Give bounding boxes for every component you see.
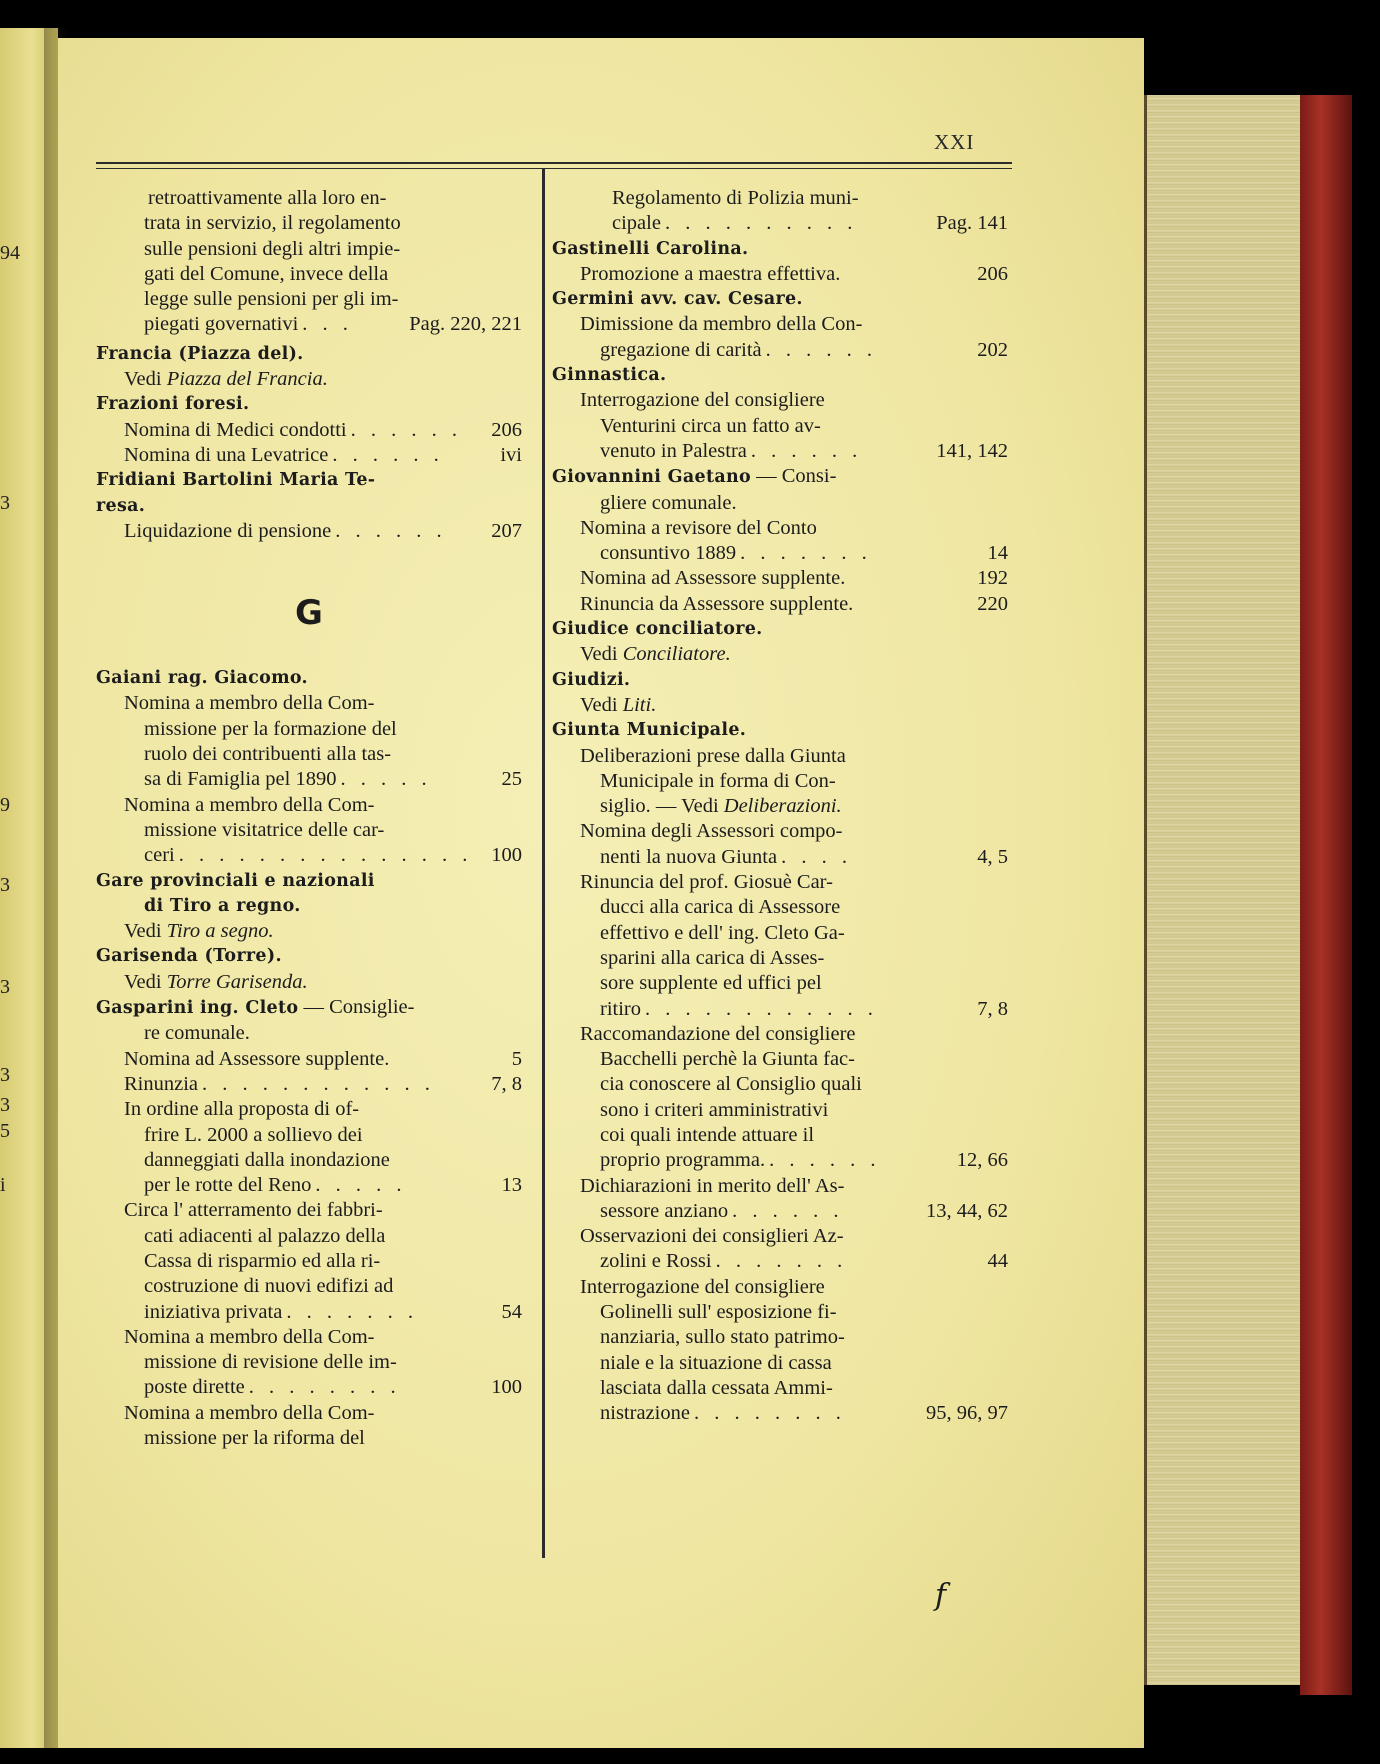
facing-page-stub: i <box>0 1174 6 1196</box>
entry-heading: Frazioni foresi. <box>96 394 250 415</box>
entry-heading: Gare provinciali e nazionali <box>96 870 375 891</box>
facing-page-stub: 94 <box>0 242 20 264</box>
entry-heading: Germini avv. cav. Cesare. <box>552 289 803 310</box>
page-ref: 206 <box>491 418 522 441</box>
facing-page-stub: 9 <box>0 794 10 816</box>
index-row: Liquidazione di pensione . . . . . . 207 <box>96 519 522 544</box>
entry-line: cati adiacenti al palazzo della <box>144 1224 386 1247</box>
page-ref: 202 <box>977 338 1008 361</box>
index-row: per le rotte del Reno . . . . . 13 <box>96 1173 522 1198</box>
index-row: nenti la nuova Giunta . . . . 4, 5 <box>552 845 1008 870</box>
entry-line: niale e la situazione di cassa <box>600 1351 832 1374</box>
entry-line: In ordine alla proposta di of- <box>124 1098 360 1121</box>
entry-line: coi quali intende attuare il <box>600 1123 815 1146</box>
index-row: ceri . . . . . . . . . . . . . . . 100 <box>96 843 522 868</box>
entry-line: sono i criteri amministrativi <box>600 1098 829 1121</box>
see-also: Vedi Conciliatore. <box>580 643 731 666</box>
page-ref: 25 <box>501 768 522 791</box>
page-ref: 220 <box>977 592 1008 615</box>
see-also-ref: Piazza del Francia. <box>166 368 328 391</box>
entry-heading-cont: di Tiro a regno. <box>144 895 301 916</box>
see-also-ref: Tiro a segno. <box>166 920 274 943</box>
page-ref: 206 <box>977 262 1008 285</box>
page-ref: 207 <box>491 519 522 542</box>
page-ref: 7, 8 <box>491 1072 522 1095</box>
intro-line: Regolamento di Polizia muni- <box>612 187 859 209</box>
index-row: Nomina di Medici condotti . . . . . . 206 <box>96 418 522 443</box>
page-ref: 141, 142 <box>936 439 1008 462</box>
entry-heading: Giovannini Gaetano — Consi- <box>552 465 837 488</box>
entry-heading: Garisenda (Torre). <box>96 946 282 967</box>
index-row: cipale . . . . . . . . . . Pag. 141 <box>552 211 1008 236</box>
header-rule-thin <box>96 168 1012 169</box>
entry-line: Nomina a membro della Com- <box>124 1325 375 1348</box>
entry-heading-cont: gliere comunale. <box>600 491 737 514</box>
entry-line: missione per la riforma del <box>144 1427 365 1450</box>
entry-line: Bacchelli perchè la Giunta fac- <box>600 1048 855 1071</box>
entry-line: siglio. — Vedi Deliberazioni. <box>600 795 842 818</box>
book-cover-edge <box>1300 95 1352 1695</box>
index-row: ritiro . . . . . . . . . . . . 7, 8 <box>552 997 1008 1022</box>
page-ref: 13, 44, 62 <box>926 1199 1008 1222</box>
entry-line: Osservazioni dei consiglieri Az- <box>580 1225 844 1248</box>
facing-page-stub: 3 <box>0 976 10 998</box>
entry-line: Raccomandazione del consigliere <box>580 1022 856 1045</box>
right-column <box>552 186 1008 1427</box>
see-also-ref: Torre Garisenda. <box>166 970 308 993</box>
entry-line: Venturini circa un fatto av- <box>600 414 821 437</box>
index-row: Nomina ad Assessore supplente. 192 <box>552 566 1008 591</box>
page-ref: 95, 96, 97 <box>926 1402 1008 1425</box>
entry-line: ruolo dei contribuenti alla tas- <box>144 743 392 766</box>
facing-page-stub: 3 <box>0 492 10 514</box>
index-row: venuto in Palestra . . . . . . 141, 142 <box>552 439 1008 464</box>
entry-line: Nomina a membro della Com- <box>124 793 375 816</box>
entry-line: Golinelli sull' esposizione fi- <box>600 1301 837 1324</box>
see-also-ref: Liti. <box>622 693 657 716</box>
entry-line: Nomina degli Assessori compo- <box>580 820 843 843</box>
book-fore-edge <box>1144 95 1317 1685</box>
entry-line: danneggiati dalla inondazione <box>144 1148 390 1171</box>
entry-line: missione di revisione delle im- <box>144 1351 397 1374</box>
entry-line: lasciata dalla cessata Ammi- <box>600 1376 833 1399</box>
page-ref: 100 <box>491 1376 522 1399</box>
entry-line: Circa l' atterramento dei fabbri- <box>124 1199 383 1222</box>
entry-heading: Fridiani Bartolini Maria Te- <box>96 470 376 491</box>
page-ref: 192 <box>977 567 1008 590</box>
page-ref: 4, 5 <box>977 845 1008 868</box>
see-also: Vedi Tiro a segno. <box>124 920 274 943</box>
index-row: Rinunzia . . . . . . . . . . . . 7, 8 <box>96 1072 522 1097</box>
entry-line: missione visitatrice delle car- <box>144 818 385 841</box>
entry-line: Nomina a membro della Com- <box>124 1401 375 1424</box>
entry-heading: Giudizi. <box>552 669 631 690</box>
entry-line: sore supplente ed uffici pel <box>600 972 822 995</box>
page-ref: 54 <box>501 1300 522 1323</box>
see-also: Vedi Liti. <box>580 693 657 716</box>
page-ref: Pag. 141 <box>936 212 1008 235</box>
index-row: Rinuncia da Assessore supplente. 220 <box>552 592 1008 617</box>
entry-heading: Giunta Municipale. <box>552 720 747 741</box>
facing-page-stub: 3 <box>0 874 10 896</box>
see-also-ref: Conciliatore. <box>622 643 731 666</box>
entry-line: nanziaria, sullo stato patrimo- <box>600 1326 845 1349</box>
intro-line: sulle pensioni degli altri impie- <box>144 237 401 260</box>
entry-heading: Gaiani rag. Giacomo. <box>96 668 308 689</box>
entry-line: missione per la formazione del <box>144 717 397 740</box>
entry-line: Nomina a revisore del Conto <box>580 516 817 539</box>
intro-line: gati del Comune, invece della <box>144 262 389 285</box>
entry-line: Dimissione da membro della Con- <box>580 313 863 336</box>
entry-line: Nomina a membro della Com- <box>124 692 375 715</box>
facing-page-stub: 5 <box>0 1120 10 1142</box>
page-ref: Pag. 220, 221 <box>409 313 522 336</box>
entry-heading: Gastinelli Carolina. <box>552 238 749 259</box>
intro-line: trata in servizio, il regolamento <box>144 212 401 235</box>
see-also-ref: Deliberazioni. <box>723 795 842 818</box>
intro-line: retroattivamente alla loro en- <box>148 187 387 209</box>
entry-line: Rinuncia del prof. Giosuè Car- <box>580 871 833 894</box>
entry-heading: Ginnastica. <box>552 365 667 386</box>
index-row: piegati governativi . . . Pag. 220, 221 <box>96 312 522 337</box>
index-row: Promozione a maestra effettiva. 206 <box>552 262 1008 287</box>
index-row: consuntivo 1889 . . . . . . . 14 <box>552 541 1008 566</box>
page-ref: 12, 66 <box>956 1149 1008 1172</box>
entry-line: Dichiarazioni in merito dell' As- <box>580 1174 845 1197</box>
index-row: proprio programma. . . . . . . 12, 66 <box>552 1148 1008 1173</box>
page-ref: ivi <box>500 443 522 466</box>
left-column <box>96 186 522 1451</box>
entry-line: costruzione di nuovi edifizi ad <box>144 1275 394 1298</box>
column-divider <box>542 168 545 1558</box>
index-row: zolini e Rossi . . . . . . . 44 <box>552 1249 1008 1274</box>
entry-line: Deliberazioni prese dalla Giunta <box>580 744 846 767</box>
see-also: Vedi Piazza del Francia. <box>124 368 328 391</box>
entry-line: Interrogazione del consigliere <box>580 1275 825 1298</box>
signature-mark: f <box>935 1578 947 1613</box>
page-ref: 14 <box>987 542 1008 565</box>
intro-line: legge sulle pensioni per gli im- <box>144 288 399 311</box>
index-row: Nomina di una Levatrice . . . . . . ivi <box>96 443 522 468</box>
page-ref: 100 <box>491 844 522 867</box>
entry-heading: Gasparini ing. Cleto — Consiglie- <box>96 996 415 1019</box>
page-number: XXI <box>934 130 975 154</box>
page-ref: 7, 8 <box>977 997 1008 1020</box>
entry-line: effettivo e dell' ing. Cleto Ga- <box>600 921 845 944</box>
entry-line: ducci alla carica di Assessore <box>600 896 841 919</box>
index-row: nistrazione . . . . . . . . 95, 96, 97 <box>552 1401 1008 1426</box>
facing-page-stub: 3 <box>0 1064 10 1086</box>
page-ref: 5 <box>511 1047 522 1070</box>
index-row: gregazione di carità . . . . . . 202 <box>552 338 1008 363</box>
entry-heading-cont: re comunale. <box>144 1022 250 1045</box>
index-row: poste dirette . . . . . . . . 100 <box>96 1375 522 1400</box>
entry-heading: Francia (Piazza del). <box>96 343 304 364</box>
entry-line: Cassa di risparmio ed alla ri- <box>144 1249 381 1272</box>
index-row: sessore anziano . . . . . . 13, 44, 62 <box>552 1199 1008 1224</box>
index-row: Nomina ad Assessore supplente. 5 <box>96 1047 522 1072</box>
page-ref: 13 <box>501 1174 522 1197</box>
entry-line: sparini alla carica di Asses- <box>600 946 825 969</box>
page-ref: 44 <box>987 1250 1008 1273</box>
header-rule <box>96 162 1012 164</box>
entry-heading-cont: resa. <box>96 495 146 516</box>
entry-line: cia conoscere al Consiglio quali <box>600 1073 862 1096</box>
entry-line: Interrogazione del consigliere <box>580 389 825 412</box>
entry-line: frire L. 2000 a sollievo dei <box>144 1123 363 1146</box>
index-row: iniziativa privata . . . . . . . 54 <box>96 1300 522 1325</box>
see-also: Vedi Torre Garisenda. <box>124 970 308 993</box>
facing-page-stub: 3 <box>0 1094 10 1116</box>
entry-line: Municipale in forma di Con- <box>600 769 836 792</box>
section-letter: G <box>295 593 323 634</box>
index-row: sa di Famiglia pel 1890 . . . . . 25 <box>96 767 522 792</box>
entry-heading: Giudice conciliatore. <box>552 619 763 640</box>
